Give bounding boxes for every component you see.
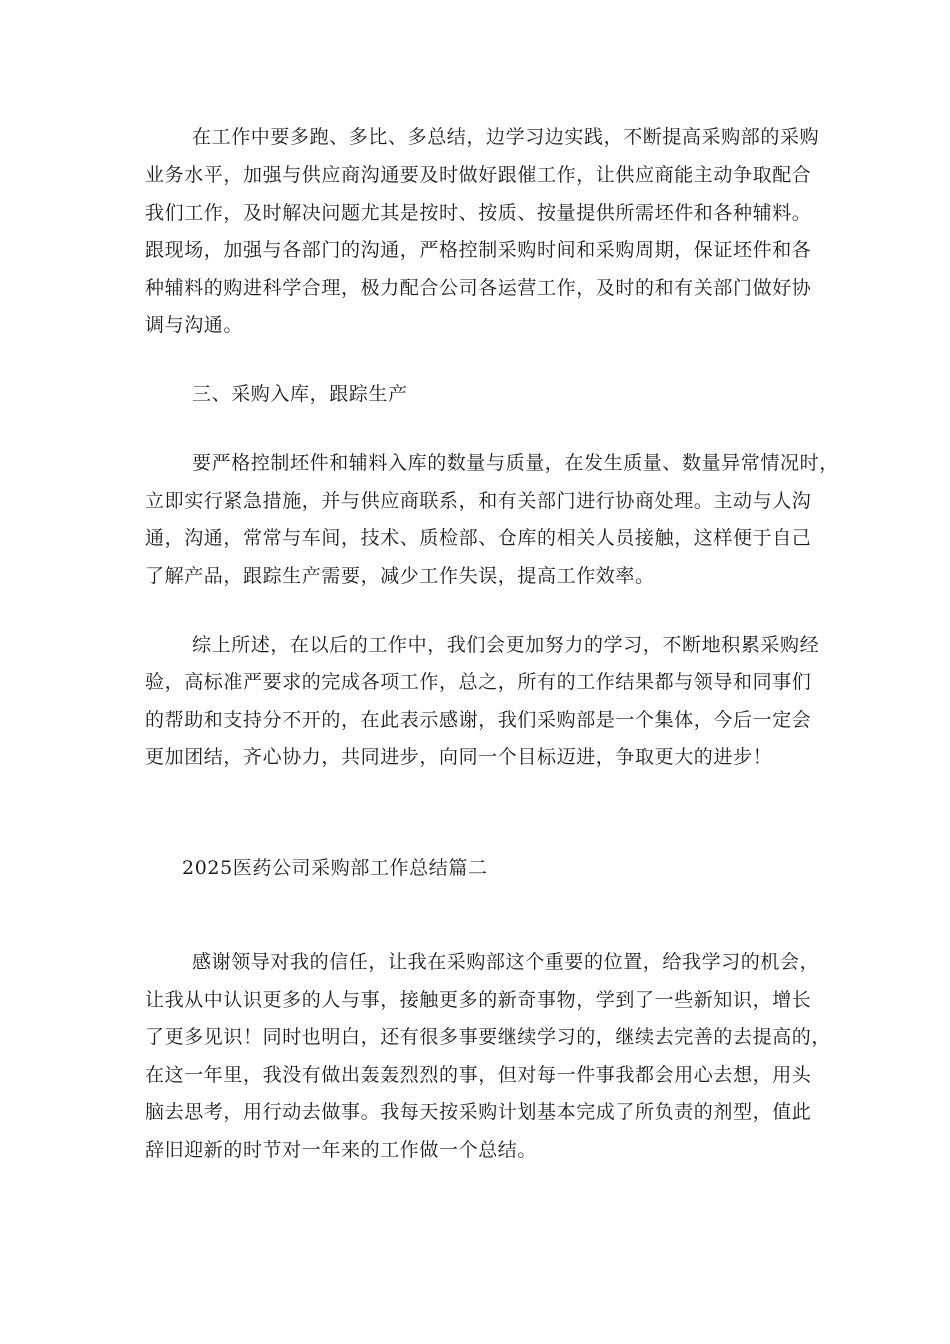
text-line: 业务水平，加强与供应商沟通要及时做好跟催工作，让供应商能主动争取配合 [145, 164, 812, 186]
text-line: 更加团结，齐心协力，共同进步，向同一个目标迈进，争取更大的进步！ [145, 746, 773, 768]
text-line: 的帮助和支持分不开的，在此表示感谢，我们采购部是一个集体，今后一定会 [145, 709, 812, 731]
title-text: 2025医药公司采购部工作总结篇二 [182, 857, 488, 879]
text-line: 种辅料的购进科学合理，极力配合公司各运营工作，及时的和有关部门做好协 [145, 277, 812, 299]
text-line: 综上所述，在以后的工作中，我们会更加努力的学习，不断地积累采购经 [192, 634, 820, 656]
text-line: 在工作中要多跑、多比、多总结，边学习边实践，不断提高采购部的采购 [192, 126, 820, 148]
text-line: 了解产品，跟踪生产需要，减少工作失误，提高工作效率。 [145, 565, 655, 587]
text-line: 辞旧迎新的时节对一年来的工作做一个总结。 [145, 1139, 538, 1161]
text-line: 感谢领导对我的信任，让我在采购部这个重要的位置，给我学习的机会， [192, 951, 820, 973]
text-line: 了更多见识！同时也明白，还有很多事要继续学习的，继续去完善的去提高的， [145, 1026, 832, 1048]
text-line: 在这一年里，我没有做出轰轰烈烈的事，但对每一件事我都会用心去想，用头 [145, 1064, 812, 1086]
text-line: 通，沟通，常常与车间，技术、质检部、仓库的相关人员接触，这样便于自己 [145, 527, 812, 549]
text-line: 脑去思考，用行动去做事。我每天按采购计划基本完成了所负责的剂型，值此 [145, 1101, 812, 1123]
text-line: 我们工作，及时解决问题尤其是按时、按质、按量提供所需坯件和各种辅料。 [145, 202, 812, 224]
text-line: 立即实行紧急措施，并与供应商联系，和有关部门进行协商处理。主动与人沟 [145, 490, 812, 512]
text-line: 让我从中认识更多的人与事，接触更多的新奇事物，学到了一些新知识，增长 [145, 989, 812, 1011]
heading-text: 三、采购入库，跟踪生产 [192, 383, 408, 405]
text-line: 调与沟通。 [145, 314, 244, 336]
text-line: 跟现场，加强与各部门的沟通，严格控制采购时间和采购周期，保证坯件和各 [145, 239, 812, 261]
text-line: 要严格控制坯件和辅料入库的数量与质量，在发生质量、数量异常情况时， [192, 452, 839, 474]
text-line: 验，高标准严要求的完成各项工作，总之，所有的工作结果都与领导和同事们 [145, 671, 812, 693]
